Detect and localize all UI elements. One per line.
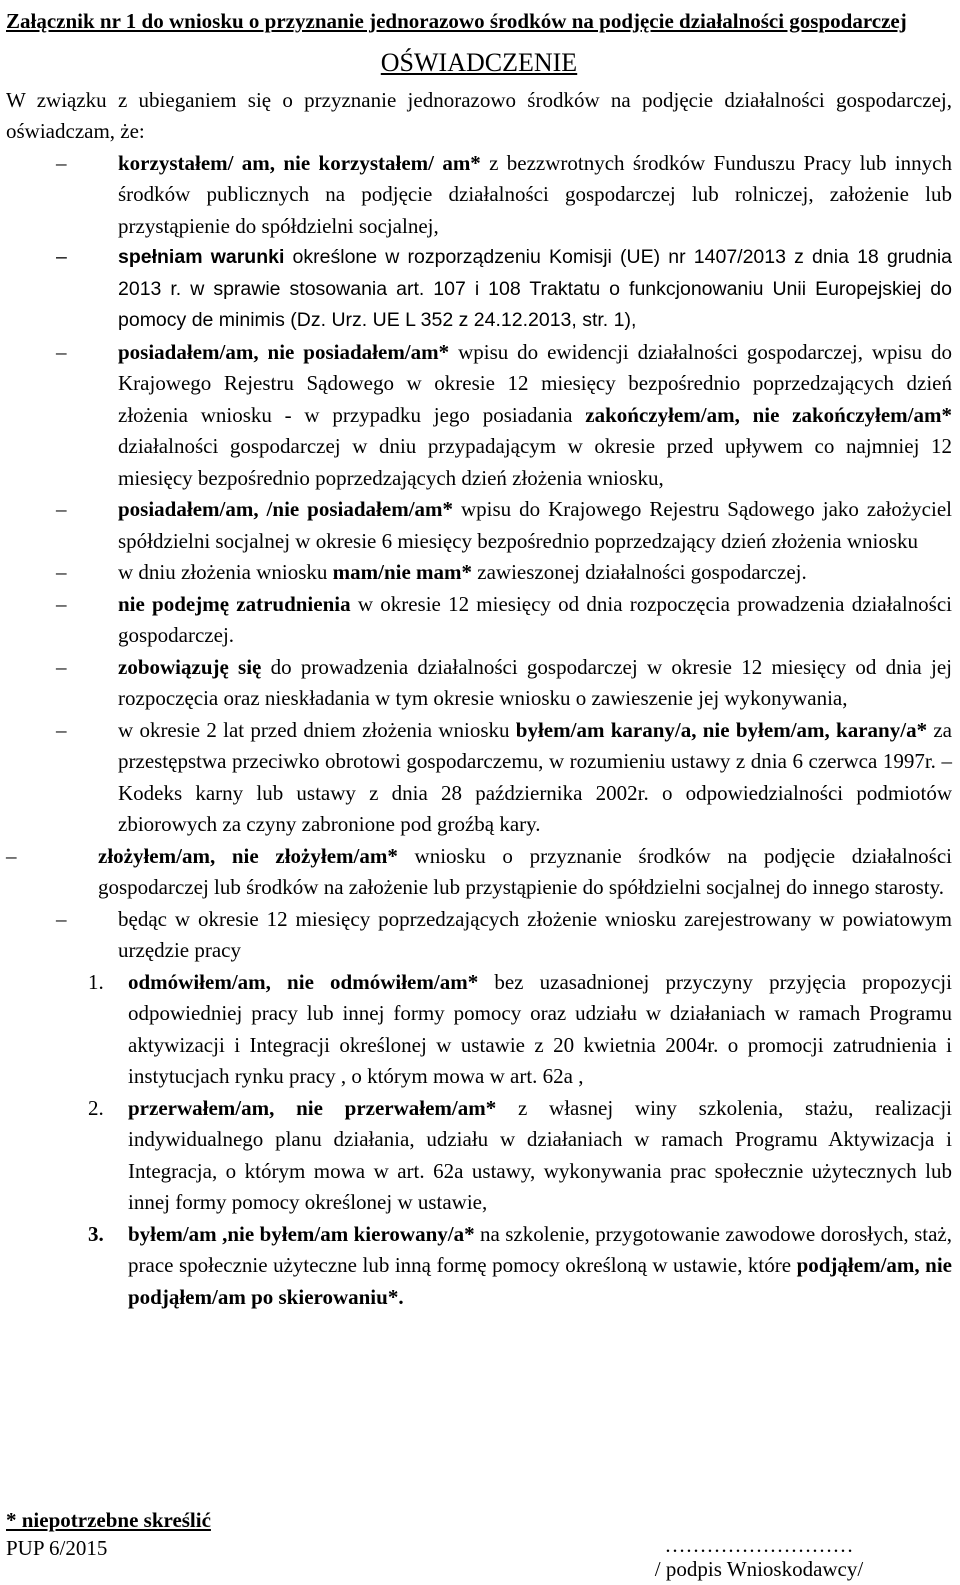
dash-bullet — [6, 841, 44, 873]
declaration-choice: byłem/am ,nie byłem/am kierowany/a* — [128, 1221, 475, 1246]
declaration-text: będąc w okresie 12 miesięcy poprzedzających złożenie wniosku zarejestrowany w powiatowym urzędzie pracy — [118, 906, 952, 962]
item-number: 1. — [88, 969, 104, 994]
declaration-choice: złożyłem/am, nie złożyłem/am* — [98, 843, 398, 868]
declaration-text: wpisu do Krajowego Rejestru Sądowego jako założyciel spółdzielni socjalnej w okresie 6 miesięcy bezpośrednio poprzedzający dzień złożenia wniosku — [118, 497, 952, 553]
declaration-text-2: działalności gospodarczej w dniu przypadającym w okresie przed upływem co najmniej 12 miesięcy bezpośrednio poprzedzających dzień złożenia wniosku, — [118, 434, 952, 490]
declaration-choice: korzystałem/ am, nie korzystałem/ am* — [118, 150, 481, 175]
declaration-text: zawieszonej działalności gospodarczej. — [472, 560, 807, 584]
dash-bullet — [56, 904, 94, 936]
declaration-choice: odmówiłem/am, nie odmówiłem/am* — [128, 969, 479, 994]
signature-caption: / podpis Wnioskodawcy/ — [654, 1557, 864, 1581]
declaration-text: w okresie 12 miesięcy od dnia rozpoczęcia prowadzenia działalności gospodarczej. — [118, 591, 952, 647]
declaration-text-pre: w okresie 2 lat przed dniem złożenia wniosku — [118, 717, 516, 742]
dash-bullet — [56, 589, 94, 621]
declaration-choice-2: zakończyłem/am, nie zakończyłem/am* — [585, 402, 952, 427]
declaration-choice: spełniam warunki — [118, 246, 285, 268]
declaration-choice: przerwałem/am, nie przerwałem/am* — [128, 1095, 497, 1120]
declaration-item-5 — [6, 557, 952, 589]
declaration-item-8 — [6, 715, 952, 841]
declaration-item-6 — [6, 589, 952, 652]
signature-block — [594, 1535, 924, 1583]
declaration-text: z bezzwrotnych środków Funduszu Pracy lub innych środków publicznych na podjęcie działalności gospodarczej lub rolniczej, założenie lub przystąpienie do spółdzielni socjalnej, — [118, 150, 952, 238]
numbered-item-2 — [6, 1093, 952, 1219]
item-number: 2. — [88, 1095, 104, 1120]
declaration-text-pre: w dniu złożenia wniosku — [118, 560, 333, 584]
document-page — [6, 6, 952, 1313]
declaration-text: wniosku o przyznanie środków na podjęcie działalności gospodarczej lub środków na założenie lub przystąpienie do spółdzielni socjalnej do innego starosty. — [98, 843, 952, 899]
declaration-item-7 — [6, 652, 952, 715]
numbered-item-3 — [6, 1219, 952, 1314]
declaration-item-10 — [6, 904, 952, 967]
declaration-choice: posiadałem/am, nie posiadałem/am* — [118, 339, 450, 364]
declaration-text: bez uzasadnionej przyczyny przyjęcia propozycji odpowiedniej pracy lub innej formy pomocy oraz udziału w działaniach w ramach Programu aktywizacji i Integracji określonej w ustawie z 20 kwietnia 2004r. o promocji zatrudnienia i instytucjach rynku pracy , o którym mowa w art. 62a , — [128, 969, 952, 1088]
footer — [6, 1505, 211, 1559]
numbered-item-1 — [6, 967, 952, 1093]
statement-title: OŚWIADCZENIE — [380, 47, 578, 77]
dash-bullet — [56, 242, 94, 274]
declaration-choice: byłem/am karany/a, nie byłem/am, karany/a* — [515, 717, 928, 742]
declaration-text: na szkolenie, przygotowanie zawodowe dorosłych, staż, prace społecznie użyteczne lub inną formę pomocy określoną w ustawie, które — [128, 1221, 952, 1277]
declaration-text: wpisu do ewidencji działalności gospodarczej, wpisu do Krajowego Rejestru Sądowego w okresie 12 miesięcy bezpośrednio poprzedzających dzień złożenia wniosku - w przypadku jego posiadania — [118, 339, 952, 427]
dash-bullet — [56, 148, 94, 180]
declaration-choice-2: podjąłem/am, nie podjąłem/am po skierowaniu*. — [128, 1253, 952, 1309]
signature-line: ……………………… — [664, 1533, 854, 1557]
declaration-text: określone w rozporządzeniu Komisji (UE) nr 1407/2013 z dnia 18 grudnia 2013 r. w sprawie stosowania art. 107 i 108 Traktatu o funkcjonowaniu Unii Europejskiej do pomocy de minimis (Dz. Urz. UE L 352 z 24.12.2013, str. 1), — [118, 246, 952, 331]
declaration-item-9 — [6, 841, 952, 904]
declaration-text: do prowadzenia działalności gospodarczej w okresie 12 miesięcy od dnia jej rozpoczęcia oraz nieskładania w tym okresie wniosku o zawieszenie jej wykonywania, — [118, 654, 952, 710]
item-number: 3. — [88, 1221, 104, 1246]
dash-bullet — [56, 337, 94, 369]
declaration-text: za przestępstwa przeciwko obrotowi gospodarczemu, w rozumieniu ustawy z dnia 6 czerwca 1997r. – Kodeks karny lub ustawy z dnia 28 października 2002r. o odpowiedzialności podmiotów zbiorowych za czyny zabronione pod groźbą kary. — [118, 717, 952, 836]
dash-bullet — [56, 652, 94, 684]
declaration-item-2 — [6, 242, 952, 337]
declaration-item-4 — [6, 494, 952, 557]
dash-bullet — [56, 715, 94, 747]
dash-bullet — [56, 557, 94, 589]
dash-bullet — [56, 494, 94, 526]
declaration-choice: zobowiązuję się — [118, 654, 262, 679]
declaration-text: z własnej winy szkolenia, stażu, realizacji indywidualnego planu działania, udziału w działaniach w ramach Programu Aktywizacja i Integracja, o którym mowa w art. 62a ustawy, wykonywania prac społecznie użytecznych lub innej formy pomocy określonej w ustawie, — [128, 1095, 953, 1214]
declaration-choice: posiadałem/am, /nie posiadałem/am* — [118, 497, 454, 521]
footnote: * niepotrzebne skreślić — [6, 1508, 211, 1532]
declaration-item-1 — [6, 148, 952, 243]
attachment-title: Załącznik nr 1 do wniosku o przyznanie jednorazowo środków na podjęcie działalności gospodarczej — [6, 9, 907, 33]
declaration-choice: nie podejmę zatrudnienia — [118, 591, 351, 616]
intro-paragraph: W związku z ubieganiem się o przyznanie jednorazowo środków na podjęcie działalności gospodarczej, oświadczam, że: — [6, 87, 952, 143]
declaration-choice: mam/nie mam* — [332, 560, 473, 584]
form-code: PUP 6/2015 — [6, 1535, 108, 1560]
declaration-item-3 — [6, 337, 952, 495]
